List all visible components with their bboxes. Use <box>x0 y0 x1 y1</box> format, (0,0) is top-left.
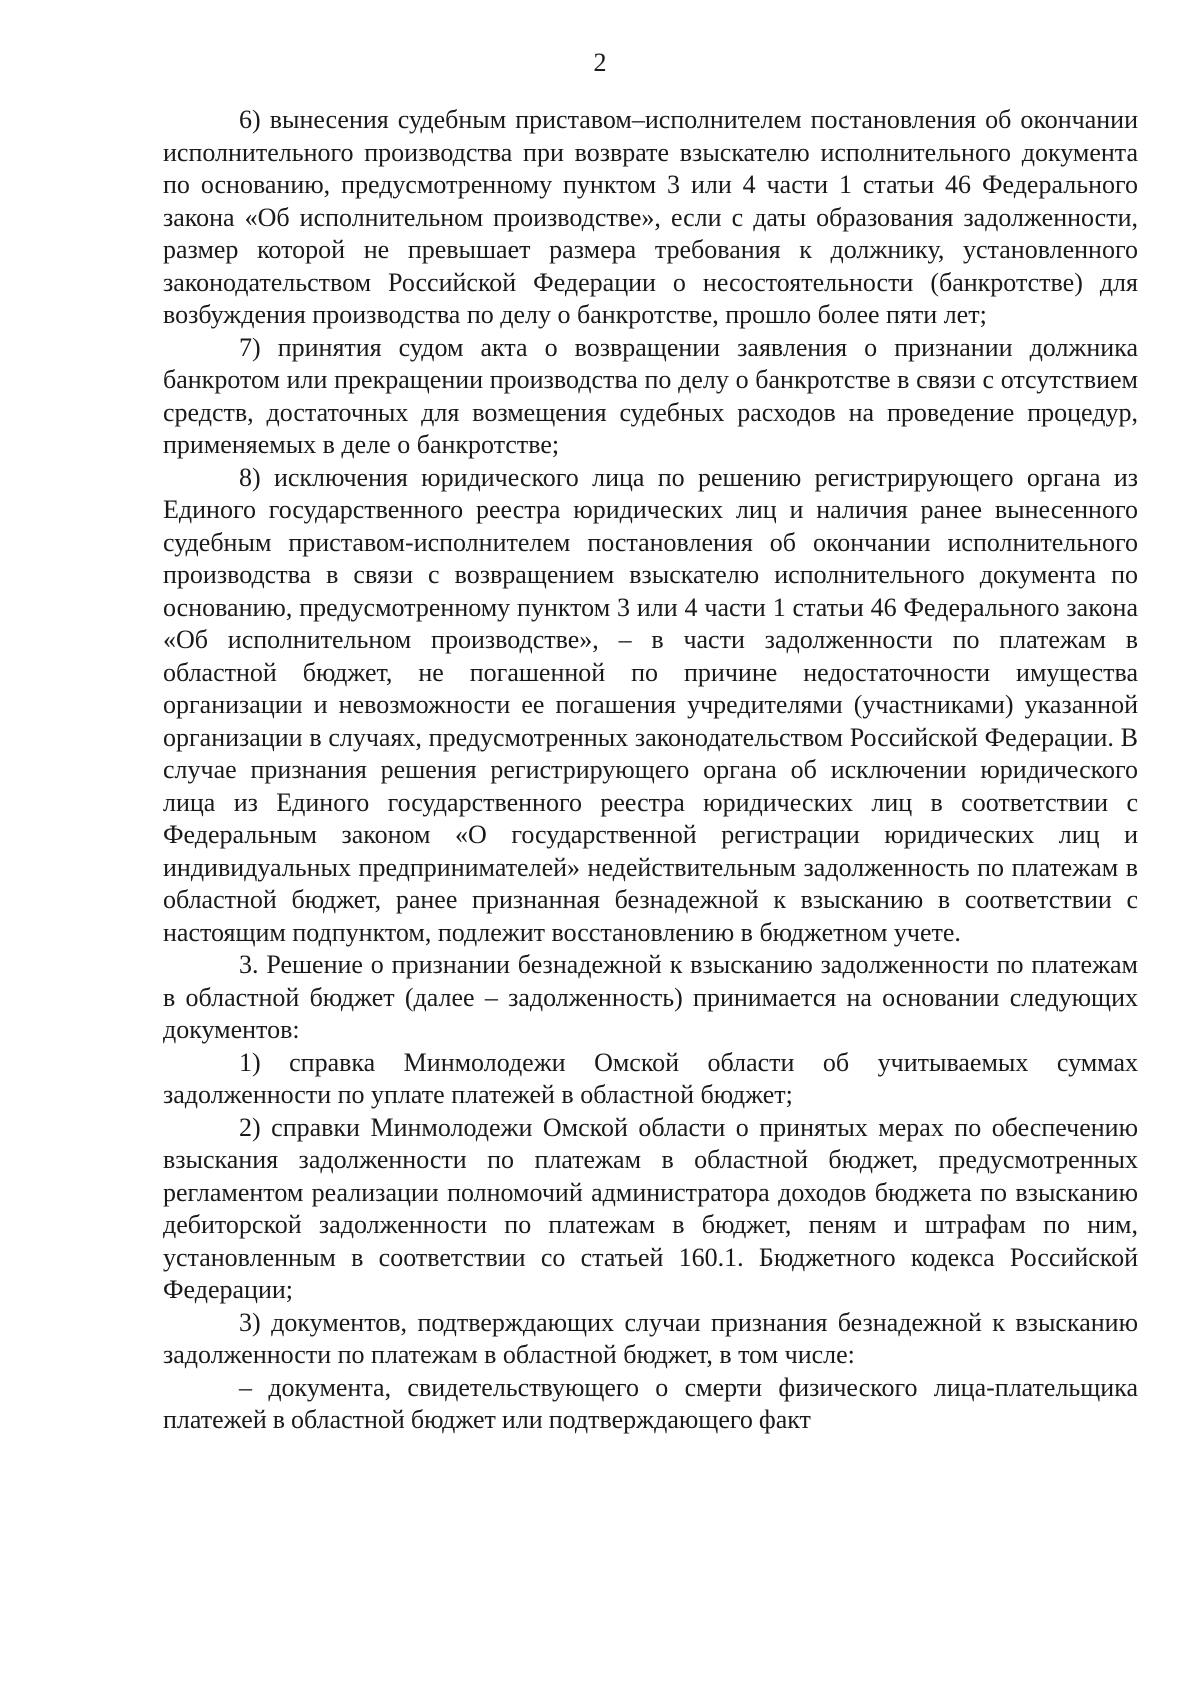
paragraph-dash-item: – документа, свидетельствующего о смерти физического лица-плательщика платежей в областной бюджет или подтверждающего факт <box>163 1372 1138 1434</box>
document-body <box>163 104 1138 1437</box>
paragraph-doc-1: 1) справка Минмолодежи Омской области об учитываемых суммах задолженности по уплате платежей в областной бюджет; <box>163 1047 1138 1109</box>
paragraph-doc-2: 2) справки Минмолодежи Омской области о принятых мерах по обеспечению взыскания задолженности по платежам в областной бюджет, предусмотренных регламентом реализации полномочий администратора доходов бюджета по взысканию дебиторской задолженности по платежам в бюджет, пеням и штрафам по ним, установленным в соответствии со статьей 160.1. Бюджетного кодекса Российской Федерации; <box>163 1112 1138 1304</box>
paragraph-doc-3: 3) документов, подтверждающих случаи признания безнадежной к взысканию задолженности по платежам в областной бюджет, в том числе: <box>163 1307 1138 1369</box>
page-number: 2 <box>593 48 607 77</box>
paragraph-section-3: 3. Решение о признании безнадежной к взысканию задолженности по платежам в областной бюджет (далее – задолженность) принимается на основании следующих документов: <box>163 950 1138 1044</box>
paragraph-item-7: 7) принятия судом акта о возвращении заявления о признании должника банкротом или прекращении производства по делу о банкротстве в связи с отсутствием средств, достаточных для возмещения судебных расходов на проведение процедур, применяемых в деле о банкротстве; <box>163 332 1138 459</box>
paragraph-item-6: 6) вынесения судебным приставом–исполнителем постановления об окончании исполнительного производства при возврате взыскателю исполнительного документа по основанию, предусмотренному пунктом 3 или 4 части 1 статьи 46 Федерального закона «Об исполнительном производстве», если с даты образования задолженности, размер которой не превышает размера требования к должнику, установленного законодательством Российской Федерации о несостоятельности (банкротстве) для возбуждения производства по делу о банкротстве, прошло более пяти лет; <box>163 105 1138 329</box>
paragraph-item-8: 8) исключения юридического лица по решению регистрирующего органа из Единого государственного реестра юридических лиц и наличия ранее вынесенного судебным приставом-исполнителем постановления об окончании исполнительного производства в связи с возвращением взыскателю исполнительного документа по основанию, предусмотренному пунктом 3 или 4 части 1 статьи 46 Федерального закона «Об исполнительном производстве», – в части задолженности по платежам в областной бюджет, не погашенной по причине недостаточности имущества организации и невозможности ее погашения учредителями (участниками) указанной организации в случаях, предусмотренных законодательством Российской Федерации. В случае признания решения регистрирующего органа об исключении юридического лица из Единого государственного реестра юридических лиц в соответствии с Федеральным законом «О государственной регистрации юридических лиц и индивидуальных предпринимателей» недействительным задолженность по платежам в областной бюджет, ранее признанная безнадежной к взысканию в соответствии с настоящим подпунктом, подлежит восстановлению в бюджетном учете. <box>163 462 1138 947</box>
